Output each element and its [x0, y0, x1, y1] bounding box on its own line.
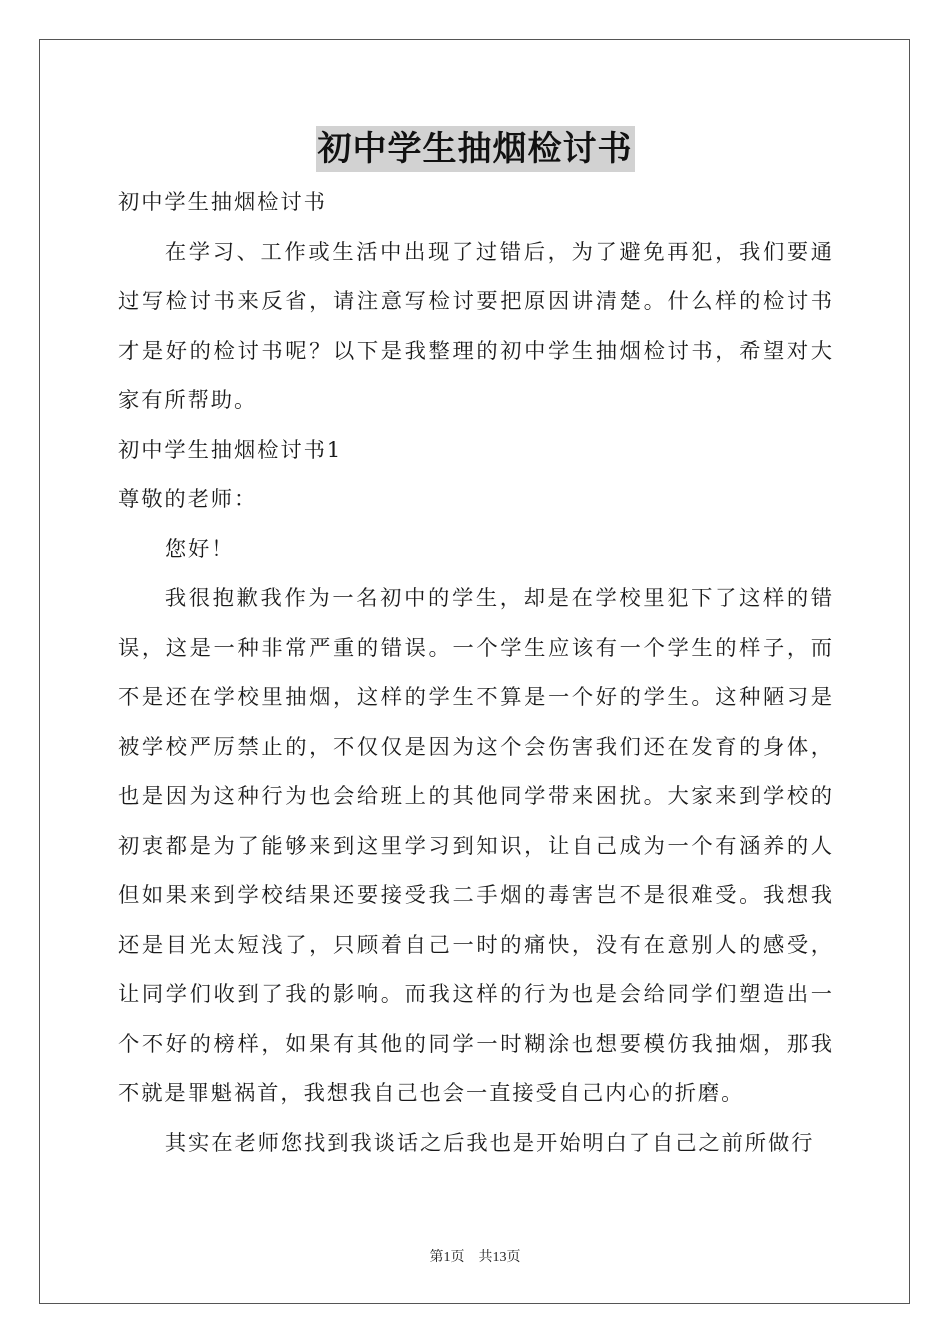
paragraph-salutation: 尊敬的老师： [118, 487, 258, 512]
page-total: 共13页 [478, 1250, 521, 1265]
paragraph-section-heading: 初中学生抽烟检讨书1 [118, 437, 343, 463]
page-number: 第1页 [429, 1250, 465, 1265]
paragraph-intro: 在学习、工作或生活中出现了过错后，为了避免再犯，我们要通过写检讨书来反省，请注意写检讨要把原因讲清楚。什么样的检讨书才是好的检讨书呢？以下是我整理的初中学生抽烟检讨书，希望对大家有所帮助。 [118, 239, 834, 413]
document-body [118, 178, 834, 1168]
paragraph-body-2: 其实在老师您找到我谈话之后我也是开始明白了自己之前所做行 [164, 1130, 815, 1156]
title-container [0, 126, 950, 172]
document-title: 初中学生抽烟检讨书 [316, 126, 635, 172]
paragraph-body-1: 我很抱歉我作为一名初中的学生，却是在学校里犯下了这样的错误，这是一种非常严重的错误。一个学生应该有一个学生的样子，而不是还在学校里抽烟，这样的学生不算是一个好的学生。这种陋习是被学校严厉禁止的，不仅仅是因为这个会伤害我们还在发育的身体，也是因为这种行为也会给班上的其他同学带来困扰。大家来到学校的初衷都是为了能够来到这里学习到知识，让自己成为一个有涵养的人但如果来到学校结果还要接受我二手烟的毒害岂不是很难受。我想我还是目光太短浅了，只顾着自己一时的痛快，没有在意别人的感受，让同学们收到了我的影响。而我这样的行为也是会给同学们塑造出一个不好的榜样，如果有其他的同学一时糊涂也想要模仿我抽烟，那我不就是罪魁祸首，我想我自己也会一直接受自己内心的折磨。 [118, 586, 834, 1106]
paragraph-subtitle: 初中学生抽烟检讨书 [118, 190, 327, 215]
page-footer [0, 1246, 950, 1266]
paragraph-greeting: 您好！ [164, 536, 235, 562]
